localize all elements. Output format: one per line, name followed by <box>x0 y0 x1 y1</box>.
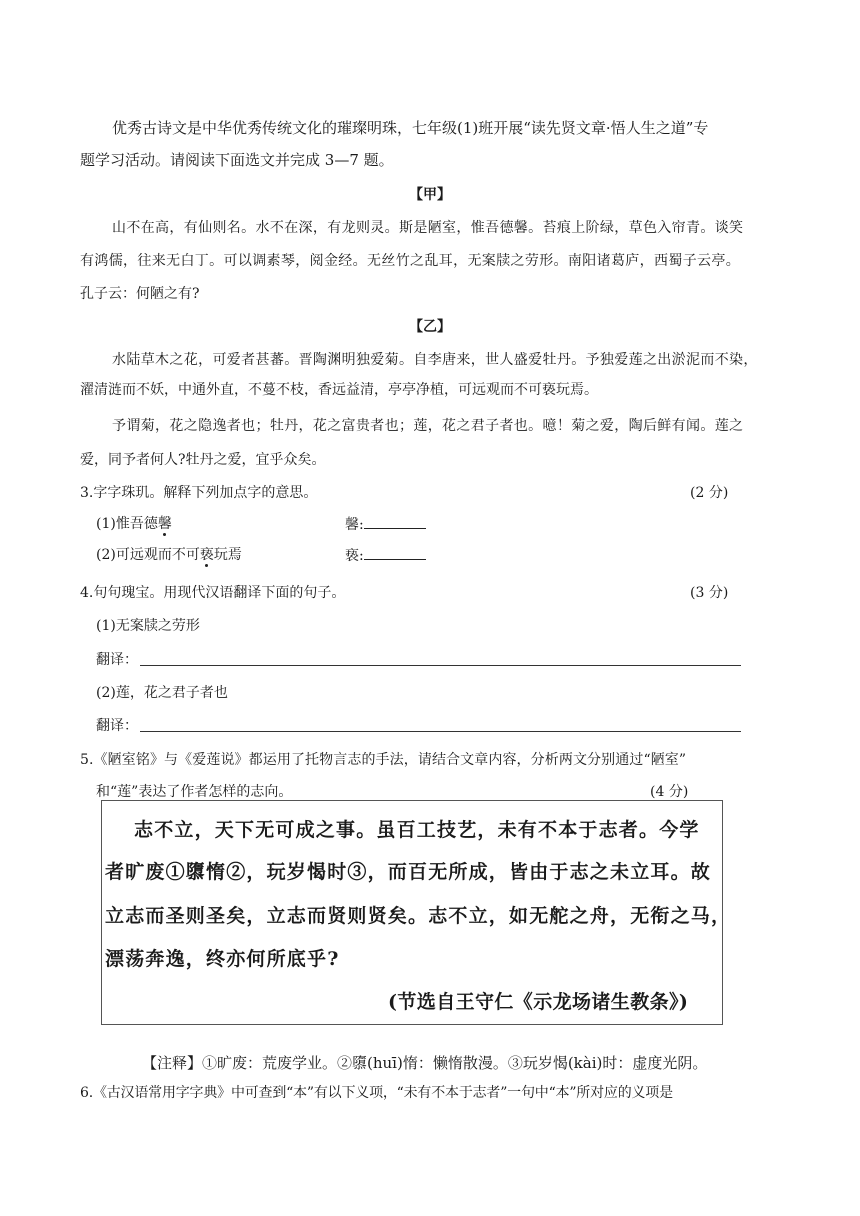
yi-line-1: 水陆草木之花，可爱者甚蕃。晋陶渊明独爱菊。自李唐来，世人盛爱牡丹。予独爱莲之出淤泥而不染， <box>112 352 758 368</box>
emphasis-dot-char: 亵 <box>199 547 214 563</box>
translation-label-1: 翻译： <box>96 652 138 668</box>
question-4-stem: 4.句句瑰宝。用现代汉语翻译下面的句子。 <box>80 585 346 601</box>
yi-line-2: 濯清涟而不妖，中通外直，不蔓不枝，香远益清，亭亭净植，可远观而不可亵玩焉。 <box>80 382 598 398</box>
intro-line-2: 题学习活动。请阅读下面选文并完成 3—7 题。 <box>80 151 394 169</box>
answer-blank[interactable] <box>364 545 426 560</box>
question-4-item-1: (1)无案牍之劳形 <box>96 618 200 634</box>
yi-line-3: 予谓菊，花之隐逸者也；牡丹，花之富贵者也；莲，花之君子者也。噫！菊之爱，陶后鲜有闻。莲之 <box>112 418 744 434</box>
classical-passage-box <box>101 800 732 1025</box>
jia-line-2: 有鸿儒，往来无白丁。可以调素琴，阅金经。无丝竹之乱耳，无案牍之劳形。南阳诸葛庐，西蜀子云亭。 <box>80 253 741 269</box>
question-3-score: (2 分) <box>690 485 729 501</box>
question-3-item-2: (2)可远观而不可亵玩焉 <box>96 547 242 563</box>
answer-line-1[interactable] <box>140 665 741 666</box>
passage-line-4: 漂荡奔逸，终亦何所底乎? <box>105 948 340 970</box>
passage-line-1: 志不立，天下无可成之事。虽百工技艺，未有不本于志者。今学 <box>134 819 700 841</box>
yi-line-4: 爱，同予者何人?牡丹之爱，宜乎众矣。 <box>80 452 326 468</box>
question-4-score: (3 分) <box>690 585 729 601</box>
question-5-line-1: 5.《陋室铭》与《爱莲说》都运用了托物言志的手法，请结合文章内容，分析两文分别通过“陋室” <box>80 752 687 768</box>
question-3-answer-2[interactable]: 亵: <box>345 545 426 566</box>
jia-line-3: 孔子云：何陋之有? <box>80 286 200 302</box>
question-3-answer-1[interactable]: 馨: <box>345 514 426 535</box>
question-5-line-2: 和“莲”表达了作者怎样的志向。 <box>96 784 293 800</box>
translation-label-2: 翻译： <box>96 718 138 734</box>
emphasis-dot-char: 馨 <box>157 516 172 532</box>
question-6-line-1: 6.《古汉语常用字字典》中可查到“本”有以下义项，“未有不本于志者”一句中“本”所对应的义项是 <box>80 1085 673 1101</box>
jia-line-1: 山不在高，有仙则名。水不在深，有龙则灵。斯是陋室，惟吾德馨。苔痕上阶绿，草色入帘青。谈笑 <box>112 220 744 236</box>
passage-line-3: 立志而圣则圣矣，立志而贤则贤矣。志不立，如无舵之舟，无衔之马， <box>105 905 732 927</box>
question-5-score: (4 分) <box>650 784 689 800</box>
passage-line-2: 者旷废①隳惰②，玩岁愒时③，而百无所成，皆由于志之未立耳。故 <box>105 861 712 883</box>
answer-blank[interactable] <box>364 514 426 529</box>
annotation-note: 【注释】①旷废：荒废学业。②隳(huī)惰：懒惰散漫。③玩岁愒(kài)时：虚度光阴。 <box>142 1054 708 1072</box>
passage-source: (节选自王守仁《示龙场诸生教条》) <box>388 991 689 1013</box>
section-yi-title: 【乙】 <box>409 319 451 335</box>
question-4-item-2: (2)莲，花之君子者也 <box>96 685 228 701</box>
section-jia-title: 【甲】 <box>409 187 451 203</box>
answer-line-2[interactable] <box>140 731 741 732</box>
intro-line-1: 优秀古诗文是中华优秀传统文化的璀璨明珠，七年级(1)班开展“读先贤文章·悟人生之道”专 <box>112 119 709 137</box>
question-3-item-1: (1)惟吾德馨 <box>96 516 172 532</box>
question-3-stem: 3.字字珠玑。解释下列加点字的意思。 <box>80 485 318 501</box>
